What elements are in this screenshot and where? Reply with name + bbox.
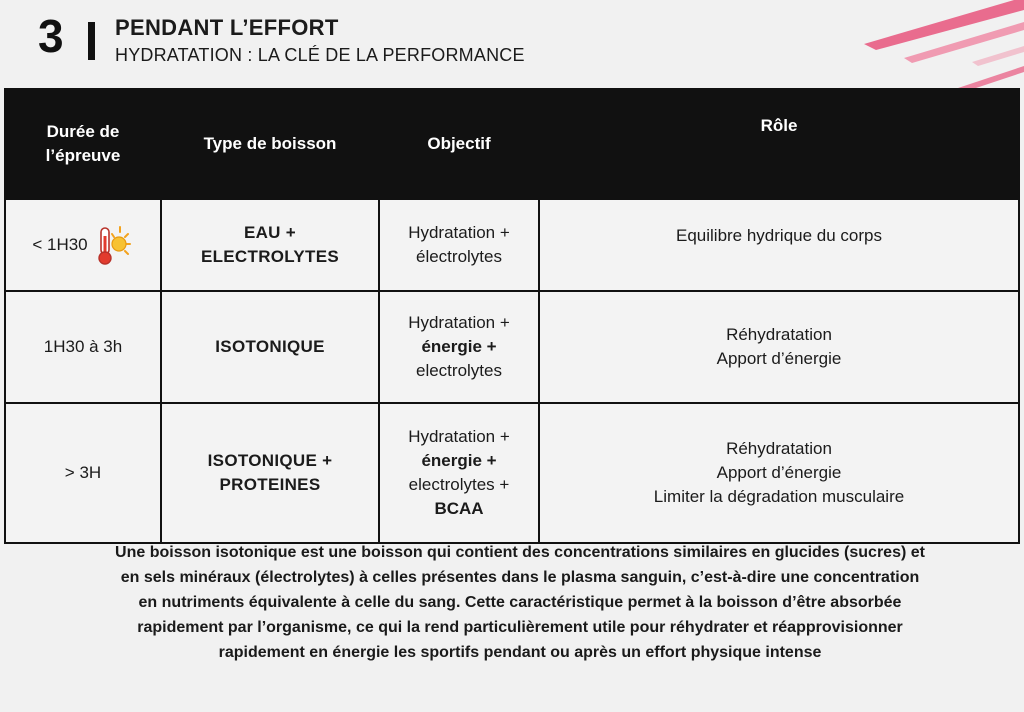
objective-cell: Hydratation + électrolytes — [379, 199, 539, 291]
role-cell: Réhydratation Apport d’énergie — [539, 291, 1019, 403]
table-header-row — [5, 89, 1019, 199]
duration-cell — [5, 403, 161, 543]
duration-value: > 3H — [64, 463, 102, 482]
section-number: 3 — [38, 10, 64, 62]
duration-cell — [5, 199, 161, 291]
column-header-objective: Objectif — [379, 89, 539, 199]
decorative-stripes — [824, 0, 1024, 100]
table-row — [5, 199, 1019, 291]
column-header-drink-type: Type de boisson — [161, 89, 379, 199]
isotonic-definition-paragraph: Une boisson isotonique est une boisson qui contient des concentrations similaires en glucides (sucres) et en sels minéraux (électrolytes) à celles présentes dans le plasma sanguin, c’est-à-dire une concentration en nutriments équivalente à celle du sang. Cette caractéristique permet à la boisson d’être absorbée rapidement par l’organisme, ce qui la rend particulièrement utile pour réhydrater et réapprovisionner rapidement en énergie les sportifs pendant ou après un effort physique intense — [115, 544, 925, 661]
drink-type-cell: ISOTONIQUE — [161, 291, 379, 403]
hydration-table — [4, 88, 1020, 544]
page-title: PENDANT L’EFFORT — [115, 15, 339, 40]
duration-cell — [5, 291, 161, 403]
drink-type-cell: ISOTONIQUE + PROTEINES — [161, 403, 379, 543]
table-row — [5, 403, 1019, 543]
role-cell: Equilibre hydrique du corps — [539, 199, 1019, 291]
thermometer-sun-icon — [94, 224, 134, 266]
role-cell: Réhydratation Apport d’énergie Limiter la dégradation musculaire — [539, 403, 1019, 543]
table-row — [5, 291, 1019, 403]
column-header-role: Rôle — [539, 89, 1019, 199]
duration-value: < 1H30 — [32, 235, 88, 254]
drink-type-cell: EAU + ELECTROLYTES — [161, 199, 379, 291]
duration-value: 1H30 à 3h — [43, 337, 123, 356]
objective-cell: Hydratation + énergie + electrolytes + BCAA — [379, 403, 539, 543]
column-header-duration: Durée de l’épreuve — [5, 89, 161, 199]
objective-cell: Hydratation + énergie + electrolytes — [379, 291, 539, 403]
section-divider-bar — [88, 22, 95, 60]
page-subtitle: HYDRATATION : LA CLÉ DE LA PERFORMANCE — [115, 45, 525, 65]
